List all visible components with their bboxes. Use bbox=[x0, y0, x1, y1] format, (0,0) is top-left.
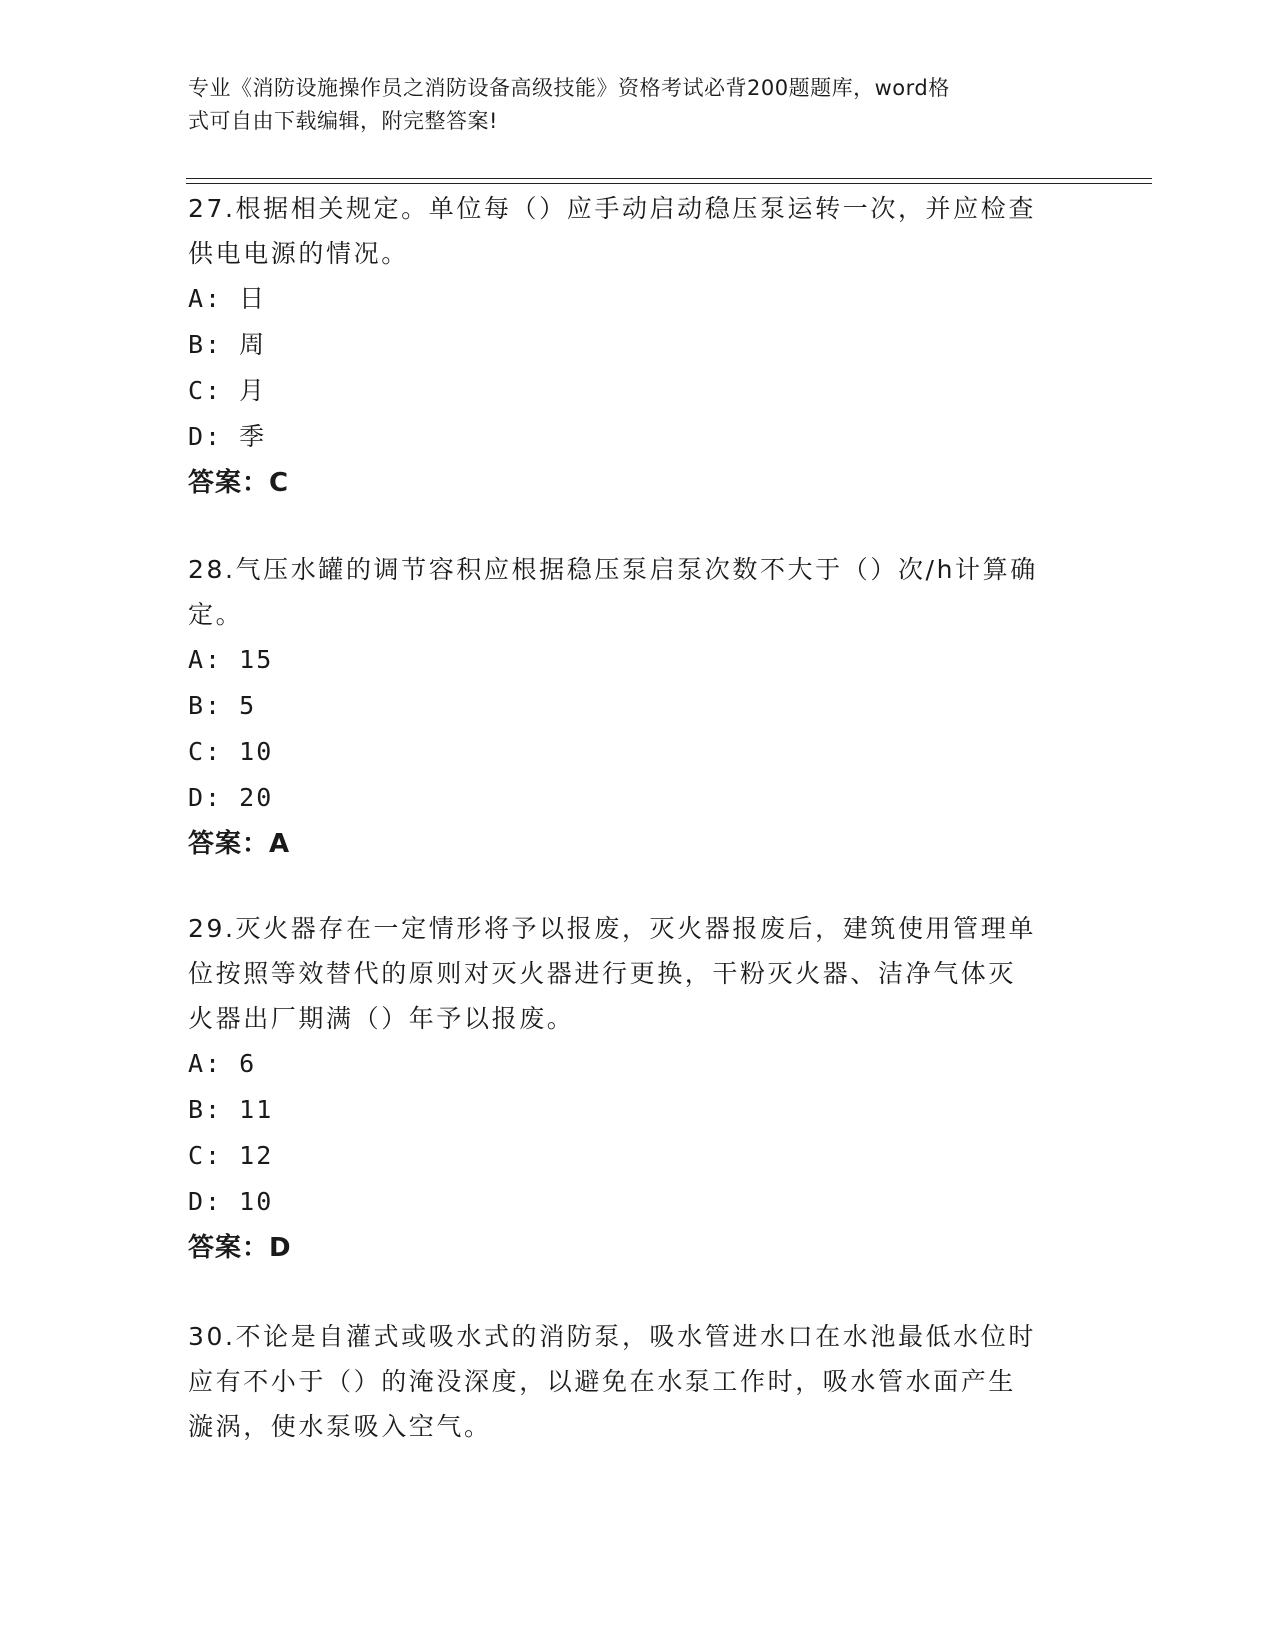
option-key: C: bbox=[188, 737, 223, 766]
question-28 bbox=[188, 547, 1088, 867]
header-line-1: 专业《消防设施操作员之消防设备高级技能》资格考试必背200题题库，word格 bbox=[188, 76, 950, 100]
question-stem-line: 位按照等效替代的原则对灭火器进行更换，干粉灭火器、洁净气体灭 bbox=[188, 959, 1017, 988]
question-stem-line: 供电电源的情况。 bbox=[188, 239, 409, 268]
option-key: A: bbox=[188, 645, 223, 674]
option-key: C: bbox=[188, 1141, 223, 1170]
question-stem-line: 30.不论是自灌式或吸水式的消防泵，吸水管进水口在水池最低水位时 bbox=[188, 1322, 1036, 1351]
question-stem-line: 27.根据相关规定。单位每（）应手动启动稳压泵运转一次，并应检查 bbox=[188, 194, 1036, 223]
option-text: 15 bbox=[239, 645, 274, 674]
answer-text: 答案：C bbox=[188, 468, 290, 498]
option-a bbox=[188, 637, 1088, 683]
option-b bbox=[188, 322, 1088, 368]
option-a bbox=[188, 1041, 1088, 1087]
header-line-2: 式可自由下载编辑，附完整答案! bbox=[188, 109, 498, 133]
question-stem-line: 28.气压水罐的调节容积应根据稳压泵启泵次数不大于（）次/h计算确 bbox=[188, 555, 1038, 584]
option-text: 周 bbox=[239, 330, 267, 359]
option-text: 5 bbox=[239, 691, 257, 720]
question-27 bbox=[188, 186, 1088, 506]
question-30 bbox=[188, 1314, 1088, 1449]
option-d bbox=[188, 775, 1088, 821]
option-key: D: bbox=[188, 1187, 223, 1216]
option-key: B: bbox=[188, 691, 223, 720]
option-key: A: bbox=[188, 1049, 223, 1078]
option-key: D: bbox=[188, 422, 223, 451]
option-c bbox=[188, 1133, 1088, 1179]
question-stem-line: 定。 bbox=[188, 600, 244, 629]
option-c bbox=[188, 729, 1088, 775]
option-b bbox=[188, 1087, 1088, 1133]
option-key: C: bbox=[188, 376, 223, 405]
question-stem-line: 应有不小于（）的淹没深度，以避免在水泵工作时，吸水管水面产生 bbox=[188, 1367, 1017, 1396]
option-b bbox=[188, 683, 1088, 729]
option-text: 季 bbox=[239, 422, 267, 451]
option-a bbox=[188, 276, 1088, 322]
option-text: 月 bbox=[239, 376, 267, 405]
option-text: 10 bbox=[239, 1187, 274, 1216]
option-text: 11 bbox=[239, 1095, 274, 1124]
option-d bbox=[188, 414, 1088, 460]
option-text: 6 bbox=[239, 1049, 257, 1078]
option-text: 日 bbox=[239, 284, 267, 313]
header-divider-bottom bbox=[186, 183, 1152, 184]
question-29 bbox=[188, 906, 1088, 1271]
question-stem-line: 火器出厂期满（）年予以报废。 bbox=[188, 1004, 575, 1033]
header-divider-top bbox=[186, 178, 1152, 179]
answer-text: 答案：A bbox=[188, 829, 291, 859]
answer-text: 答案：D bbox=[188, 1233, 292, 1263]
option-key: B: bbox=[188, 1095, 223, 1124]
option-text: 10 bbox=[239, 737, 274, 766]
option-key: A: bbox=[188, 284, 223, 313]
question-stem-line: 29.灭火器存在一定情形将予以报废，灭火器报废后，建筑使用管理单 bbox=[188, 914, 1036, 943]
option-key: D: bbox=[188, 783, 223, 812]
option-key: B: bbox=[188, 330, 223, 359]
option-text: 12 bbox=[239, 1141, 274, 1170]
option-d bbox=[188, 1179, 1088, 1225]
option-c bbox=[188, 368, 1088, 414]
question-stem-line: 漩涡，使水泵吸入空气。 bbox=[188, 1412, 492, 1441]
option-text: 20 bbox=[239, 783, 274, 812]
document-header bbox=[188, 72, 1088, 138]
